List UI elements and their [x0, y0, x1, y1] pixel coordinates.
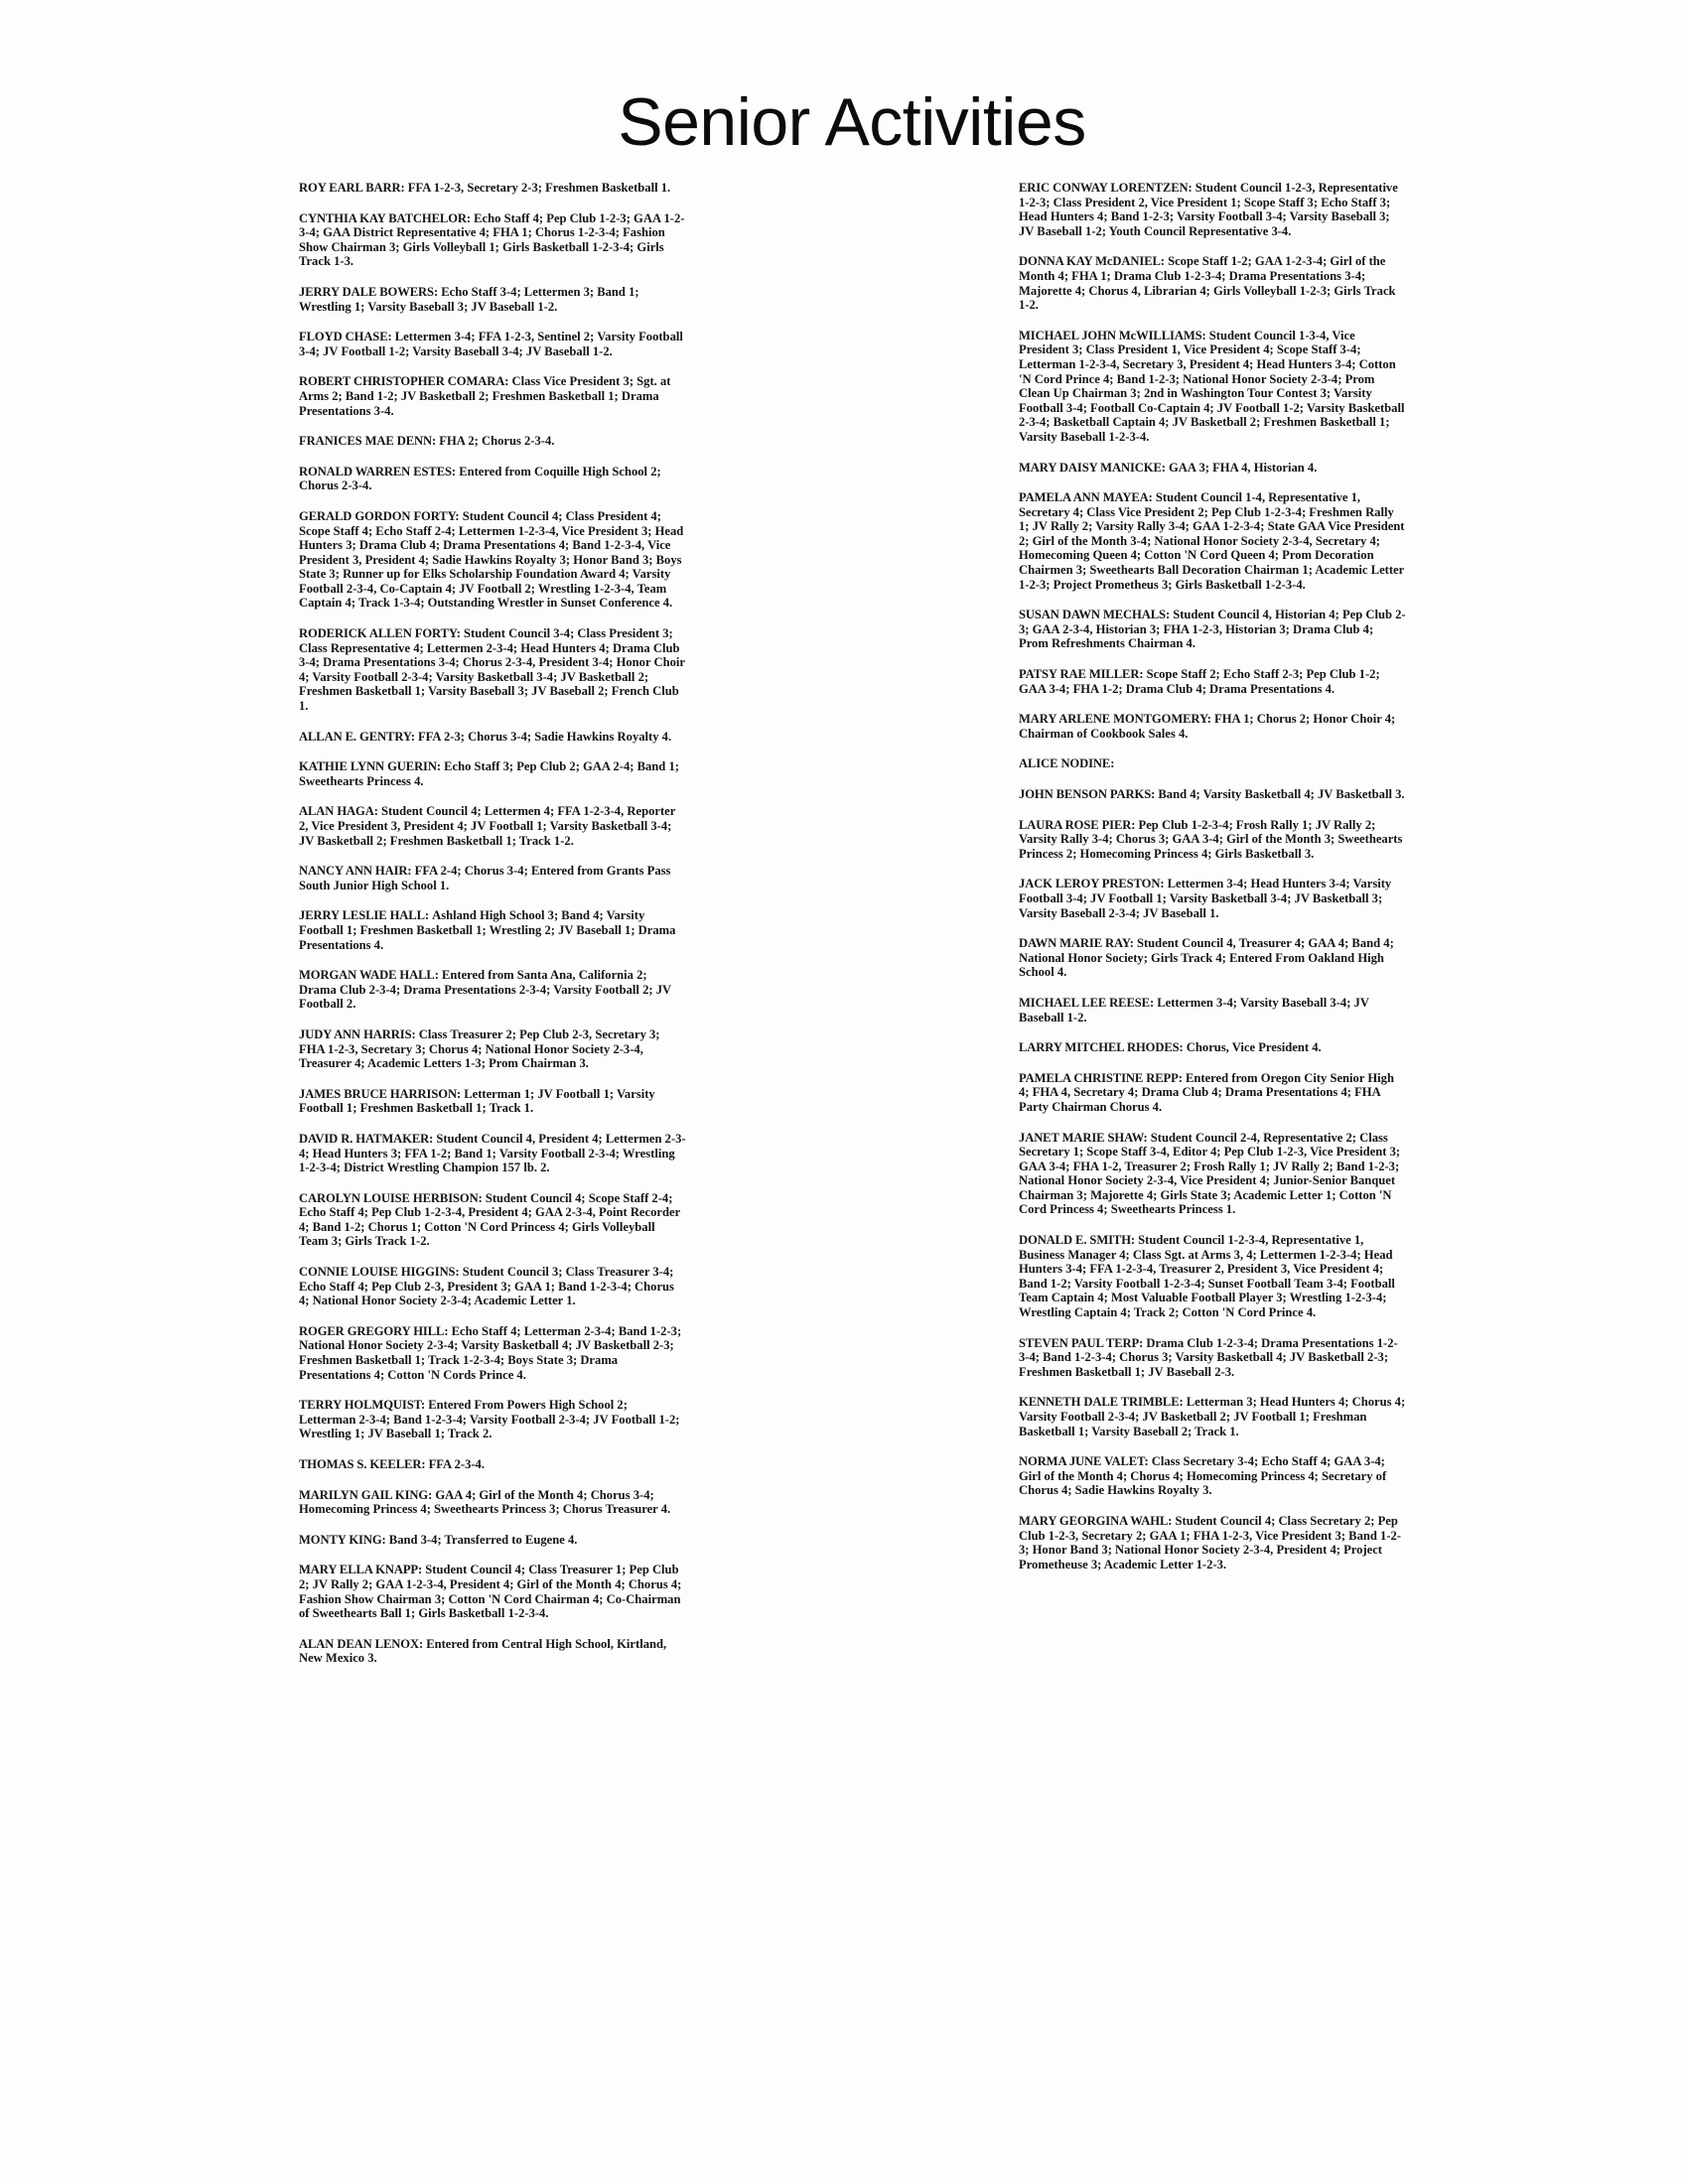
senior-name: DONALD E. SMITH:	[1019, 1233, 1136, 1248]
senior-activities: Student Council 1-2-3-4, Representative 1, Business Manager 4; Class Sgt. at Arms 3, 4; Lettermen 1-2-3-4; Head Hunters 3-4; FFA 1-2-3-4, Treasurer 2, President 3, Vice President 4; Band 1-2; Varsity Football 1-2-3-4; Sunset Football Team 3-4; Football Team Captain 4; Most Valuable Football Player 3; Wrestling 1-2-3-4; Wrestling Captain 4; Track 2; Cotton 'N Cord Prince 4.	[1019, 1233, 1395, 1320]
senior-name: KENNETH DALE TRIMBLE:	[1019, 1395, 1184, 1410]
senior-entry	[1019, 936, 1406, 980]
senior-entry	[299, 465, 686, 493]
senior-activities: Lettermen 3-4; FFA 1-2-3, Sentinel 2; Varsity Football 3-4; JV Football 1-2; Varsity Baseball 3-4; JV Baseball 1-2.	[299, 330, 683, 358]
senior-name: MARILYN GAIL KING:	[299, 1487, 433, 1502]
senior-activities: Letterman 1; JV Football 1; Varsity Football 1; Freshmen Basketball 1; Track 1.	[299, 1086, 655, 1116]
senior-entry	[1019, 1395, 1406, 1438]
senior-name: DAWN MARIE RAY:	[1019, 936, 1134, 951]
senior-activities: Student Council 1-2-3, Representative 1-2-3; Class President 2, Vice President 1; Scope Staff 3; Echo Staff 3; Head Hunters 4; Band 1-2-3; Varsity Football 3-4; Varsity Baseball 3; JV Baseball 1-2; Youth Council Representative 3-4.	[1019, 181, 1398, 238]
senior-entry	[299, 759, 686, 788]
senior-entry	[1019, 1071, 1406, 1115]
senior-name: JACK LEROY PRESTON:	[1019, 877, 1165, 891]
senior-activities: Class Vice President 3; Sgt. at Arms 2; Band 1-2; JV Basketball 2; Freshmen Basketball 1; Drama Presentations 3-4.	[299, 374, 671, 418]
senior-name: ALAN DEAN LENOX:	[299, 1636, 424, 1651]
senior-name: MONTY KING:	[299, 1532, 386, 1547]
senior-activities: Drama Club 1-2-3-4; Drama Presentations 1-2-3-4; Band 1-2-3-4; Chorus 3; Varsity Basketball 4; JV Basketball 2-3; Freshmen Basketball 1; JV Baseball 2-3.	[1019, 1335, 1398, 1379]
senior-entry	[299, 730, 686, 745]
senior-name: ROGER GREGORY HILL:	[299, 1323, 449, 1338]
senior-entry	[1019, 181, 1406, 238]
senior-activities: Echo Staff 3; Pep Club 2; GAA 2-4; Band 1; Sweethearts Princess 4.	[299, 759, 679, 788]
senior-activities: Student Council 4; Scope Staff 2-4; Echo Staff 4; Pep Club 1-2-3-4, President 4; GAA 2-3-4, Point Recorder 4; Band 1-2; Chorus 1; Cotton 'N Cord Princess 4; Girls Volleyball Team 3; Girls Track 1-2.	[299, 1190, 680, 1249]
senior-entry	[1019, 1454, 1406, 1498]
senior-entry	[299, 1087, 686, 1116]
senior-entry	[1019, 818, 1406, 862]
senior-entry	[1019, 1131, 1406, 1218]
senior-activities: Lettermen 3-4; Varsity Baseball 3-4; JV Baseball 1-2.	[1019, 995, 1369, 1024]
senior-activities: Student Council 4; Class Secretary 2; Pep Club 1-2-3, Secretary 2; GAA 1; FHA 1-2-3, Vice President 3; Band 1-2-3; Honor Band 3; National Honor Society 2-3-4, President 4; Project Prometheuse 3; Academic Letter 1-2-3.	[1019, 1513, 1401, 1571]
senior-activities: Echo Staff 4; Pep Club 1-2-3; GAA 1-2-3-4; GAA District Representative 4; FHA 1; Chorus 1-2-3-4; Fashion Show Chairman 3; Girls Volleyball 1; Girls Basketball 1-2-3-4; Girls Track 1-3.	[299, 210, 685, 269]
senior-name: DAVID R. HATMAKER:	[299, 1131, 434, 1146]
senior-entry	[299, 285, 686, 314]
senior-entry	[1019, 787, 1406, 802]
page-title: Senior Activities	[618, 84, 1086, 160]
senior-name: NORMA JUNE VALET:	[1019, 1454, 1149, 1469]
senior-activities: GAA 3; FHA 4, Historian 4.	[1169, 460, 1318, 475]
senior-entry	[1019, 1040, 1406, 1055]
senior-activities: Student Council 3; Class Treasurer 3-4; Echo Staff 4; Pep Club 2-3, President 3; GAA 1; Band 1-2-3-4; Chorus 4; National Honor Society 2-3-4; Academic Letter 1.	[299, 1265, 674, 1308]
senior-entry	[299, 804, 686, 848]
senior-entry	[299, 509, 686, 611]
senior-entry	[299, 1637, 686, 1666]
senior-activities: FFA 2-3; Chorus 3-4; Sadie Hawkins Royalty 4.	[417, 729, 672, 744]
senior-activities: FFA 2-3-4.	[428, 1457, 486, 1471]
senior-activities: Scope Staff 1-2; GAA 1-2-3-4; Girl of the Month 4; FHA 1; Drama Club 1-2-3-4; Drama Presentations 3-4; Majorette 4; Chorus 4, Librarian 4; Girls Volleyball 1-2-3; Girls Track 1-2.	[1019, 254, 1396, 313]
senior-entry	[299, 434, 686, 449]
senior-name: PATSY RAE MILLER:	[1019, 667, 1144, 682]
senior-entry	[299, 1398, 686, 1441]
senior-activities: Echo Staff 4; Letterman 2-3-4; Band 1-2-3; National Honor Society 2-3-4; Varsity Basketball 4; JV Basketball 2-3; Freshmen Basketball 1; Track 1-2-3-4; Boys State 3; Drama Presentations 4; Cotton 'N Cords Prince 4.	[299, 1323, 682, 1382]
senior-name: MICHAEL LEE REESE:	[1019, 995, 1155, 1010]
senior-entry	[299, 1457, 686, 1472]
senior-activities: Chorus, Vice President 4.	[1186, 1040, 1322, 1055]
senior-entry	[299, 626, 686, 714]
senior-entry	[299, 330, 686, 358]
senior-name: JUDY ANN HARRIS:	[299, 1026, 416, 1041]
senior-name: SUSAN DAWN MECHALS:	[1019, 608, 1171, 622]
senior-name: MORGAN WADE HALL:	[299, 968, 439, 983]
senior-name: NANCY ANN HAIR:	[299, 864, 412, 879]
senior-activities: FHA 1; Chorus 2; Honor Choir 4; Chairman of Cookbook Sales 4.	[1019, 712, 1396, 741]
senior-activities: Entered from Santa Ana, California 2; Drama Club 2-3-4; Drama Presentations 2-3-4; Varsity Football 2; JV Football 2.	[299, 968, 671, 1012]
senior-name: ALLAN E. GENTRY:	[299, 729, 415, 744]
senior-entry	[299, 864, 686, 892]
senior-entry	[299, 1563, 686, 1620]
senior-entry	[299, 908, 686, 952]
left-column	[299, 181, 686, 1682]
senior-activities: Scope Staff 2; Echo Staff 2-3; Pep Club 1-2; GAA 3-4; FHA 1-2; Drama Club 4; Drama Presentations 4.	[1019, 667, 1380, 696]
senior-activities: Student Council 1-3-4, Vice President 3; Class President 1, Vice President 4; Scope Staff 3-4; Letterman 1-2-3-4, Secretary 3, President 4; Head Hunters 3-4; Cotton 'N Cord Prince 4; Band 1-2-3; National Honor Society 2-3-4; Prom Clean Up Chairman 3; 2nd in Washington Tour Contest 3; Varsity Football 3-4; Football Co-Captain 4; JV Football 1-2; Varsity Basketball 2-3-4; Basketball Captain 4; JV Basketball 2; Freshmen Basketball 1; Varsity Baseball 1-2-3-4.	[1019, 328, 1405, 444]
senior-activities: Student Council 4; Class Treasurer 1; Pep Club 2; JV Rally 2; GAA 1-2-3-4, President 4; Girl of the Month 4; Chorus 4; Fashion Show Chairman 3; Cotton 'N Cord Chairman 4; Co-Chairman of Sweethearts Ball 1; Girls Basketball 1-2-3-4.	[299, 1563, 682, 1621]
senior-name: JOHN BENSON PARKS:	[1019, 787, 1156, 801]
senior-name: DONNA KAY McDANIEL:	[1019, 254, 1165, 269]
senior-activities: Student Council 1-4, Representative 1, Secretary 4; Class Vice President 2; Pep Club 1-2-3-4; Freshmen Rally 1; JV Rally 2; Varsity Rally 3-4; GAA 1-2-3-4; State GAA Vice President 2; Girl of the Month 3-4; National Honor Society 2-3-4, Secretary 4; Homecoming Queen 4; Cotton 'N Cord Queen 4; Prom Decoration Chairmen 3; Sweethearts Ball Decoration Chairman 1; Academic Letter 1-2-3; Project Prometheus 3; Girls Basketball 1-2-3-4.	[1019, 490, 1405, 592]
senior-entry	[1019, 667, 1406, 696]
senior-name: LARRY MITCHEL RHODES:	[1019, 1040, 1184, 1055]
senior-entry	[1019, 254, 1406, 312]
senior-entry	[1019, 608, 1406, 651]
senior-entry	[299, 968, 686, 1012]
senior-activities: Student Council 4, Historian 4; Pep Club 2-3; GAA 2-3-4, Historian 3; FHA 1-2-3, Historian 3; Drama Club 4; Prom Refreshments Chairman 4.	[1019, 608, 1406, 651]
senior-entry	[1019, 461, 1406, 476]
senior-name: MARY GEORGINA WAHL:	[1019, 1513, 1173, 1528]
senior-name: RODERICK ALLEN FORTY:	[299, 626, 461, 641]
senior-name: TERRY HOLMQUIST:	[299, 1398, 426, 1413]
senior-activities: Student Council 4, President 4; Lettermen 2-3-4; Head Hunters 3; FFA 1-2; Band 1; Varsity Football 2-3-4; Wrestling 1-2-3-4; District Wrestling Champion 157 lb. 2.	[299, 1131, 686, 1175]
senior-name: JERRY DALE BOWERS:	[299, 284, 439, 299]
senior-entry	[1019, 756, 1406, 771]
senior-name: RONALD WARREN ESTES:	[299, 464, 457, 478]
senior-name: GERALD GORDON FORTY:	[299, 508, 460, 523]
senior-name: ALAN HAGA:	[299, 804, 378, 819]
senior-entry	[1019, 996, 1406, 1024]
senior-entry	[299, 1027, 686, 1071]
senior-activities: Student Council 3-4; Class President 3; Class Representative 4; Lettermen 2-3-4; Head Hunters 4; Drama Club 3-4; Drama Presentations 3-4; Chorus 2-3-4, President 3-4; Honor Choir 4; Varsity Football 2-3-4; Varsity Basketball 3-4; JV Basketball 2; Freshmen Basketball 1; Varsity Baseball 3; JV Baseball 2; French Club 1.	[299, 626, 685, 714]
senior-activities: Echo Staff 3-4; Lettermen 3; Band 1; Wrestling 1; Varsity Baseball 3; JV Baseball 1-2.	[299, 284, 639, 314]
senior-name: JANET MARIE SHAW:	[1019, 1130, 1148, 1145]
senior-name: FLOYD CHASE:	[299, 330, 392, 344]
senior-activities: Letterman 3; Head Hunters 4; Chorus 4; Varsity Football 2-3-4; JV Basketball 2; JV Football 1; Freshman Basketball 1; Varsity Baseball 2; Track 1.	[1019, 1395, 1406, 1438]
senior-activities: Class Secretary 3-4; Echo Staff 4; GAA 3-4; Girl of the Month 4; Chorus 4; Homecoming Princess 4; Secretary of Chorus 4; Sadie Hawkins Royalty 3.	[1019, 1454, 1387, 1498]
senior-name: MARY ARLENE MONTGOMERY:	[1019, 712, 1211, 727]
senior-activities: Entered From Powers High School 2; Letterman 2-3-4; Band 1-2-3-4; Varsity Football 2-3-4; JV Football 1-2; Wrestling 1; JV Baseball 1; Track 2.	[299, 1398, 680, 1441]
senior-name: MARY DAISY MANICKE:	[1019, 460, 1166, 475]
senior-activities: Entered from Central High School, Kirtland, New Mexico 3.	[299, 1636, 667, 1666]
senior-entry	[299, 181, 686, 196]
senior-entry	[299, 374, 686, 418]
senior-activities: FFA 2-4; Chorus 3-4; Entered from Grants Pass South Junior High School 1.	[299, 864, 671, 892]
senior-entry	[299, 1265, 686, 1308]
senior-activities: Lettermen 3-4; Head Hunters 3-4; Varsity Football 3-4; JV Football 1; Varsity Basketball 3-4; JV Basketball 3; Varsity Baseball 2-3-4; JV Baseball 1.	[1019, 877, 1392, 920]
senior-activities: Student Council 2-4, Representative 2; Class Secretary 1; Scope Staff 3-4, Editor 4; Pep Club 1-2-3, Vice President 3; GAA 3-4; FHA 1-2, Treasurer 2; Frosh Rally 1; JV Rally 2; Band 1-2-3; National Honor Society 2-3-4, Vice President 4; Junior-Senior Banquet Chairman 3; Majorette 4; Girls State 3; Academic Letter 1; Cotton 'N Cord Princess 4; Sweethearts Princess 1.	[1019, 1130, 1401, 1217]
senior-name: PAMELA ANN MAYEA:	[1019, 490, 1153, 505]
senior-name: CAROLYN LOUISE HERBISON:	[299, 1190, 483, 1205]
senior-name: STEVEN PAUL TERP:	[1019, 1335, 1144, 1350]
senior-activities: Entered from Oregon City Senior High 4; FHA 4, Secretary 4; Drama Club 4; Drama Presentations 4; FHA Party Chairman Chorus 4.	[1019, 1070, 1394, 1114]
senior-name: JAMES BRUCE HARRISON:	[299, 1086, 462, 1101]
senior-activities: Band 4; Varsity Basketball 4; JV Basketball 3.	[1158, 787, 1405, 801]
senior-name: JERRY LESLIE HALL:	[299, 908, 429, 923]
senior-name: ERIC CONWAY LORENTZEN:	[1019, 181, 1193, 195]
senior-activities: GAA 4; Girl of the Month 4; Chorus 3-4; Homecoming Princess 4; Sweethearts Princess 3; Chorus Treasurer 4.	[299, 1487, 671, 1517]
senior-name: PAMELA CHRISTINE REPP:	[1019, 1070, 1183, 1085]
senior-activities: Entered from Coquille High School 2; Chorus 2-3-4.	[299, 464, 661, 493]
senior-name: MICHAEL JOHN McWILLIAMS:	[1019, 328, 1206, 342]
senior-entry	[299, 1324, 686, 1382]
senior-activities: Band 3-4; Transferred to Eugene 4.	[388, 1532, 578, 1547]
right-column	[1019, 181, 1406, 1587]
senior-entry	[1019, 1233, 1406, 1320]
senior-name: CYNTHIA KAY BATCHELOR:	[299, 210, 471, 225]
senior-activities: FHA 2; Chorus 2-3-4.	[439, 434, 555, 449]
senior-entry	[1019, 329, 1406, 445]
senior-entry	[299, 1488, 686, 1517]
senior-entry	[1019, 1336, 1406, 1380]
senior-activities: FFA 1-2-3, Secretary 2-3; Freshmen Basketball 1.	[407, 181, 671, 195]
senior-name: THOMAS S. KEELER:	[299, 1457, 426, 1471]
senior-entry	[299, 1132, 686, 1175]
senior-name: LAURA ROSE PIER:	[1019, 817, 1136, 832]
senior-activities: Class Treasurer 2; Pep Club 2-3, Secretary 3; FHA 1-2-3, Secretary 3; Chorus 4; National Honor Society 2-3-4, Treasurer 4; Academic Letters 1-3; Prom Chairman 3.	[299, 1026, 660, 1071]
senior-entry	[1019, 877, 1406, 920]
senior-name: ROBERT CHRISTOPHER COMARA:	[299, 374, 509, 389]
senior-activities: Student Council 4; Class President 4; Scope Staff 4; Echo Staff 2-4; Lettermen 1-2-3-4, Vice President 3; Head Hunters 3; Drama Club 4; Drama Presentations 4; Band 1-2-3-4, Vice President 3, President 4; Sadie Hawkins Royalty 3; Honor Band 3; Boys State 3; Runner up for Elks Scholarship Foundation Award 4; Varsity Football 2-3-4, Co-Captain 4; JV Football 2; Wrestling 1-2-3-4, Team Captain 4; Track 1-3-4; Outstanding Wrestler in Sunset Conference 4.	[299, 508, 684, 611]
senior-entry	[1019, 490, 1406, 592]
senior-name: ROY EARL BARR:	[299, 181, 405, 195]
senior-activities: Student Council 4; Lettermen 4; FFA 1-2-3-4, Reporter 2, Vice President 3, President 4; JV Football 1; Varsity Basketball 3-4; JV Basketball 2; Freshmen Basketball 1; Track 1-2.	[299, 804, 676, 848]
senior-entry	[299, 1533, 686, 1548]
senior-name: FRANICES MAE DENN:	[299, 434, 437, 449]
senior-activities: Ashland High School 3; Band 4; Varsity Football 1; Freshmen Basketball 1; Wrestling 2; JV Baseball 1; Drama Presentations 4.	[299, 908, 676, 952]
senior-activities: Pep Club 1-2-3-4; Frosh Rally 1; JV Rally 2; Varsity Rally 3-4; Chorus 3; GAA 3-4; Girl of the Month 3; Sweethearts Princess 2; Homecoming Princess 4; Girls Basketball 3.	[1019, 817, 1403, 861]
senior-entry	[299, 211, 686, 269]
senior-entry	[1019, 712, 1406, 741]
senior-name: KATHIE LYNN GUERIN:	[299, 759, 441, 774]
senior-name: CONNIE LOUISE HIGGINS:	[299, 1265, 460, 1280]
senior-entry	[1019, 1514, 1406, 1571]
senior-name: MARY ELLA KNAPP:	[299, 1563, 423, 1577]
senior-activities: Student Council 4, Treasurer 4; GAA 4; Band 4; National Honor Society; Girls Track 4; Entered From Oakland High School 4.	[1019, 936, 1394, 980]
senior-name: ALICE NODINE:	[1019, 756, 1115, 771]
senior-entry	[299, 1191, 686, 1249]
